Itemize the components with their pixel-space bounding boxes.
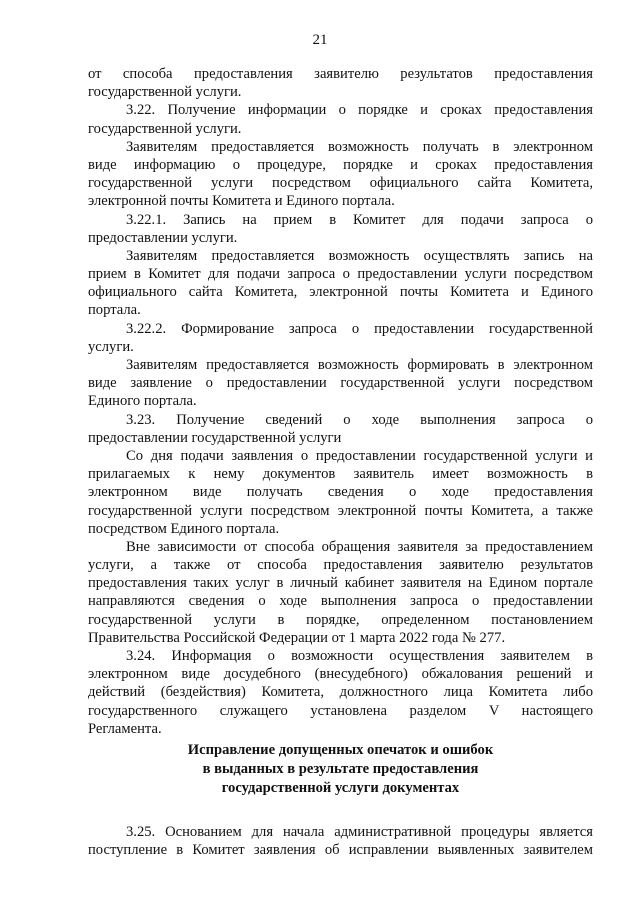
text-line: государственной услуги. xyxy=(88,120,242,137)
section-body xyxy=(88,823,593,859)
text-line: направляются сведения о ходе выполнения запроса о предоставлении xyxy=(88,593,593,610)
text-line: виде заявление о предоставлении государственной услуги посредством xyxy=(88,375,593,392)
text-line: портала. xyxy=(88,302,141,319)
text-line: Правительства Российской Федерации от 1 марта 2022 года № 277. xyxy=(88,629,506,646)
text-line: 3.22.2. Формирование запроса о предоставлении государственной xyxy=(126,320,593,337)
text-line: Со дня подачи заявления о предоставлении государственной услуги и xyxy=(126,447,593,464)
text-line: поступление в Комитет заявления об исправлении выявленных заявителем xyxy=(88,842,593,859)
page-number: 21 xyxy=(312,32,328,48)
text-line: действий (бездействия) Комитета, должностного лица Комитета либо xyxy=(88,684,593,701)
text-line: 3.25. Основанием для начала административной процедуры является xyxy=(126,824,593,840)
text-line: услуги. xyxy=(88,338,134,355)
section-heading xyxy=(88,741,593,798)
text-line: предоставлении государственной услуги xyxy=(88,429,342,446)
text-line: государственной услуги. xyxy=(88,84,242,101)
heading-line: в выданных в результате предоставления xyxy=(202,761,479,777)
text-line: официального сайта Комитета, электронной почты Комитета и Единого xyxy=(88,284,593,301)
text-line: государственного служащего установлена разделом V настоящего xyxy=(88,702,593,719)
text-line: прилагаемых к нему документов заявитель имеет возможность в xyxy=(88,466,593,483)
text-line: посредством Единого портала. xyxy=(88,520,280,537)
text-line: прием в Комитет для подачи запроса о предоставлении услуги посредством xyxy=(88,266,593,283)
text-line: Единого портала. xyxy=(88,393,197,410)
text-line: 3.24. Информация о возможности осуществления заявителем в xyxy=(126,648,593,664)
text-line: 3.22. Получение информации о порядке и сроках предоставления xyxy=(126,102,593,119)
text-line: государственной услуги посредством официального сайта Комитета, xyxy=(88,175,593,192)
text-line: от способа предоставления заявителю результатов предоставления xyxy=(88,66,593,82)
text-line: Заявителям предоставляется возможность осуществлять запись на xyxy=(126,247,593,264)
text-line: предоставления таких услуг в личный кабинет заявителя на Едином портале xyxy=(88,575,593,592)
text-line: Заявителям предоставляется возможность получать в электронном xyxy=(126,138,593,155)
text-line: электронном виде досудебного (внесудебного) обжалования решений и xyxy=(88,666,593,683)
heading-line: Исправление допущенных опечаток и ошибок xyxy=(187,742,494,758)
text-line: электронном виде получать сведения о ходе предоставления xyxy=(88,484,593,501)
text-line: услуги, а также от способа предоставления заявителю результатов xyxy=(88,557,593,574)
text-line: государственной услуги в порядке, определенном постановлением xyxy=(88,611,593,628)
text-line: Заявителям предоставляется возможность формировать в электронном xyxy=(126,357,593,373)
text-line: Регламента. xyxy=(88,720,162,737)
text-line: 3.22.1. Запись на прием в Комитет для подачи запроса о xyxy=(126,211,593,228)
text-line: виде информацию о процедуре, порядке и сроках предоставления xyxy=(88,156,593,173)
text-line: государственной услуги посредством электронной почты Комитета, а также xyxy=(88,502,593,519)
text-line: 3.23. Получение сведений о ходе выполнения запроса о xyxy=(126,411,593,428)
text-line: Вне зависимости от способа обращения заявителя за предоставлением xyxy=(126,538,593,555)
document-body xyxy=(88,65,593,738)
text-line: электронной почты Комитета и Единого портала. xyxy=(88,193,395,210)
heading-line: государственной услуги документах xyxy=(221,780,460,796)
text-line: предоставлении услуги. xyxy=(88,229,238,246)
